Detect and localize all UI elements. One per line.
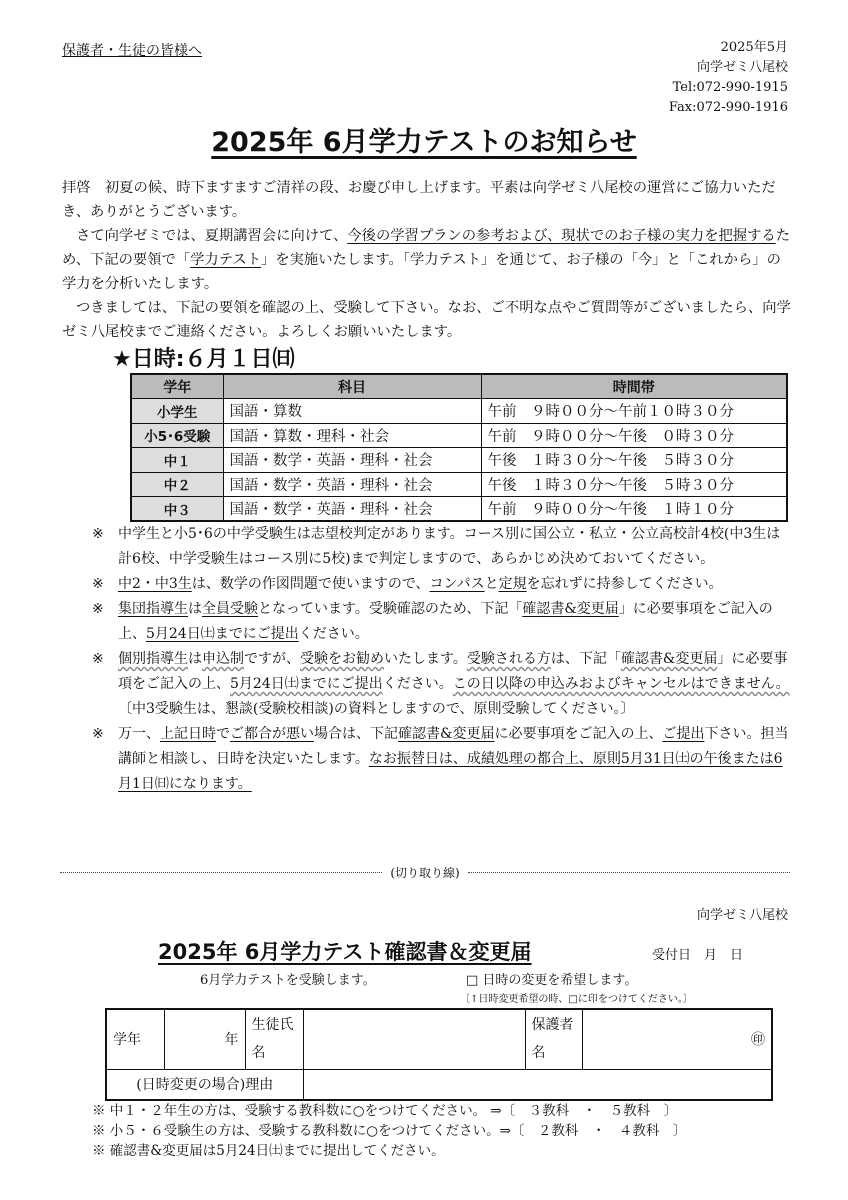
paragraph (62, 296, 792, 344)
note-text (118, 647, 792, 722)
text-segment: ですが、 (244, 651, 300, 667)
text-segment: ご提出 (662, 726, 705, 742)
reason-input[interactable] (303, 1069, 772, 1100)
time-cell: 午前 ９時００分～午前１０時３０分 (481, 399, 787, 424)
take-exam-text: 6月学力テストを受験します。 (200, 973, 376, 988)
recipient: 保護者・生徒の皆様へ (62, 43, 202, 59)
note-item (92, 522, 792, 572)
table-row (131, 448, 787, 473)
form-notes (92, 1101, 686, 1161)
notes (92, 522, 792, 797)
text-segment: 個別指導生 (118, 651, 188, 667)
paragraph (62, 224, 792, 296)
text-segment: 下さい。担当講師と相談し、日時を決定いたします。 (118, 726, 789, 767)
table-row (131, 399, 787, 424)
text-segment: を忘れずに持参してください。 (526, 576, 723, 592)
text-segment: ご提出 (256, 626, 299, 642)
text-segment: 」を実施いたします。「学力テスト」を通じて、お子様の「今」と「これから」の学力を分析いたします。 (62, 252, 781, 292)
reason-label: (日時変更の場合)理由 (106, 1069, 303, 1100)
text-segment: で (216, 726, 230, 742)
note-mark: ※ (92, 526, 104, 542)
text-segment: は、下記「 (550, 651, 621, 667)
paragraph (62, 176, 792, 224)
text-segment: と (484, 576, 499, 592)
form-title: 2025年 6月学力テスト確認書＆変更届 (158, 940, 532, 964)
text-segment: 定規 (498, 576, 527, 592)
student-label: 生徒氏名 (245, 1009, 303, 1069)
seal-icon: ㊞ (751, 1032, 765, 1049)
cut-line: (切り取り線) (60, 862, 790, 882)
text-segment: ご提出 (340, 676, 383, 692)
subjects-cell: 国語・算数 (223, 399, 481, 424)
subjects-cell: 国語・数学・英語・理科・社会 (223, 497, 481, 522)
text-segment: 学力テスト (190, 252, 262, 268)
tel: Tel:072-990-1915 (672, 80, 788, 95)
grade-cell: 中２ (131, 472, 223, 497)
text-segment: に必要事項をご記入の上、 (494, 726, 663, 742)
text-segment: この日以降の申込みおよびキャンセルはできません。 (452, 676, 790, 692)
text-segment: ご都合が悪い (230, 726, 314, 742)
note-text (118, 522, 792, 572)
page-title: 2025年 6月学力テストのお知らせ (211, 127, 637, 158)
text-segment: コンパス (429, 576, 485, 592)
guardian-label: 保護者名 (525, 1009, 582, 1069)
subjects-cell: 国語・数学・英語・理科・社会 (223, 448, 481, 473)
time-cell: 午後 １時３０分～午後 ５時３０分 (481, 448, 787, 473)
grade-input[interactable]: 年 (164, 1009, 245, 1069)
text-segment: は (188, 601, 202, 617)
col-subjects: 科目 (223, 374, 481, 399)
note-item (92, 597, 792, 647)
change-checkbox[interactable]: □ 日時の変更を希望します。 (466, 973, 638, 988)
school-name: 向学ゼミ八尾校 (696, 60, 788, 75)
form-school: 向学ゼミ八尾校 (696, 908, 788, 923)
text-segment: 」に必要事項をご記入の上、 (118, 651, 788, 692)
note-mark: ※ (92, 651, 104, 667)
text-segment: 〔中3受験生は、懇談(受験校相談)の資料としますので、原則受験してください。〕 (118, 701, 635, 717)
form-note: ※ 小５・６受験生の方は、受験する教科数に○をつけてください。⇒〔 ２教科 ・ ４教科 〕 (92, 1123, 687, 1139)
text-segment: 集団指導生 (118, 601, 188, 617)
note-text (118, 572, 723, 597)
text-segment: ください。 (298, 626, 369, 642)
text-segment: 確認書&変更届 (398, 726, 495, 742)
table-row (131, 472, 787, 497)
text-segment: 5月24日㈯までに (146, 626, 257, 642)
text-segment: いたします。 (384, 651, 467, 667)
form-note: ※ 確認書&変更届は5月24日㈯までに提出してください。 (92, 1143, 445, 1159)
grade-cell: 中３ (131, 497, 223, 522)
text-segment: 受験をお勧め (300, 651, 384, 667)
received-date: 受付日 月 日 (652, 948, 744, 963)
note-item (92, 647, 792, 722)
note-text (118, 722, 792, 797)
text-segment: さて向学ゼミでは、夏期講習会に向けて、 (76, 228, 348, 244)
col-grade: 学年 (131, 374, 223, 399)
text-segment: 申込制 (202, 651, 244, 667)
grade-label: 学年 (106, 1009, 164, 1069)
fax: Fax:072-990-1916 (668, 100, 788, 115)
text-segment: ため、下記の要領で「 (62, 228, 790, 268)
time-cell: 午前 ９時００分～午後 １時１０分 (481, 497, 787, 522)
col-time: 時間帯 (481, 374, 787, 399)
table-row (131, 423, 787, 448)
note-mark: ※ (92, 576, 104, 592)
text-segment: 確認書&変更届 (522, 601, 619, 617)
time-cell: 午後 １時３０分～午後 ５時３０分 (481, 472, 787, 497)
form-table (105, 1008, 773, 1101)
text-segment: は (188, 651, 202, 667)
subjects-cell: 国語・算数・理科・社会 (223, 423, 481, 448)
form-note: ※ 中１・２年生の方は、受験する教科数に○をつけてください。 ⇒〔 ３教科 ・ ５教科 〕 (92, 1103, 678, 1119)
grade-cell: 小学生 (131, 399, 223, 424)
letter-body (62, 176, 792, 344)
student-name-input[interactable] (303, 1009, 525, 1069)
text-segment: 今後の学習プランの参考および、現状でのお子様の実力を把握する (347, 228, 776, 244)
change-note: 〔↑日時変更希望の時、□に印をつけてください。〕 (460, 994, 693, 1005)
issue-date: 2025年5月 (720, 40, 788, 55)
text-segment: 万一、 (118, 726, 160, 742)
text-segment: 全員受験 (202, 601, 258, 617)
note-item (92, 572, 792, 597)
text-segment: 場合は、下記 (314, 726, 398, 742)
text-segment: なお振替日は、成績処理の都合上、原則5月31日㈯の午後または6月1日㈰になります。 (118, 751, 783, 792)
text-segment: 5月24日㈯までに (230, 676, 341, 692)
note-item (92, 722, 792, 797)
grade-cell: 小5･6受験 (131, 423, 223, 448)
note-mark: ※ (92, 726, 104, 742)
sender-info (669, 38, 788, 118)
text-segment: は、数学の作図問題で使いますので、 (191, 576, 430, 592)
text-segment: 拝啓 初夏の候、時下ますますご清祥の段、お慶び申し上げます。平素は向学ゼミ八尾校の運営にご協力いただき、ありがとうございます。 (62, 180, 776, 220)
text-segment: ください。 (382, 676, 453, 692)
schedule-table (130, 373, 788, 522)
grade-cell: 中１ (131, 448, 223, 473)
text-segment: 中学生と小5･6の中学受験生は志望校判定があります。コース別に国公立・私立・公立高校計4校(中3生は計6校、中学受験生はコース別に5校)まで判定しますので、あらかじめ決めておいてください。 (118, 526, 781, 567)
text-segment: 上記日時 (160, 726, 216, 742)
note-mark: ※ (92, 601, 104, 617)
text-segment: 確認書&変更届 (620, 651, 718, 667)
text-segment: となっています。受験確認のため、下記「 (258, 601, 523, 617)
table-row (131, 497, 787, 522)
time-cell: 午前 ９時００分～午後 ０時３０分 (481, 423, 787, 448)
note-text (118, 597, 792, 647)
date-heading: ★日時:６月１日㈰ (112, 347, 295, 372)
text-segment: 」に必要事項をご記入の上、 (118, 601, 773, 642)
text-segment: 中2・中3生 (118, 576, 192, 592)
text-segment: 受験される方 (466, 651, 551, 667)
subjects-cell: 国語・数学・英語・理科・社会 (223, 472, 481, 497)
guardian-name-input[interactable] (582, 1009, 772, 1069)
text-segment: つきましては、下記の要領を確認の上、受験して下さい。なお、ご不明な点やご質問等がございましたら、向学ゼミ八尾校までご連絡ください。よろしくお願いいたします。 (62, 300, 791, 340)
